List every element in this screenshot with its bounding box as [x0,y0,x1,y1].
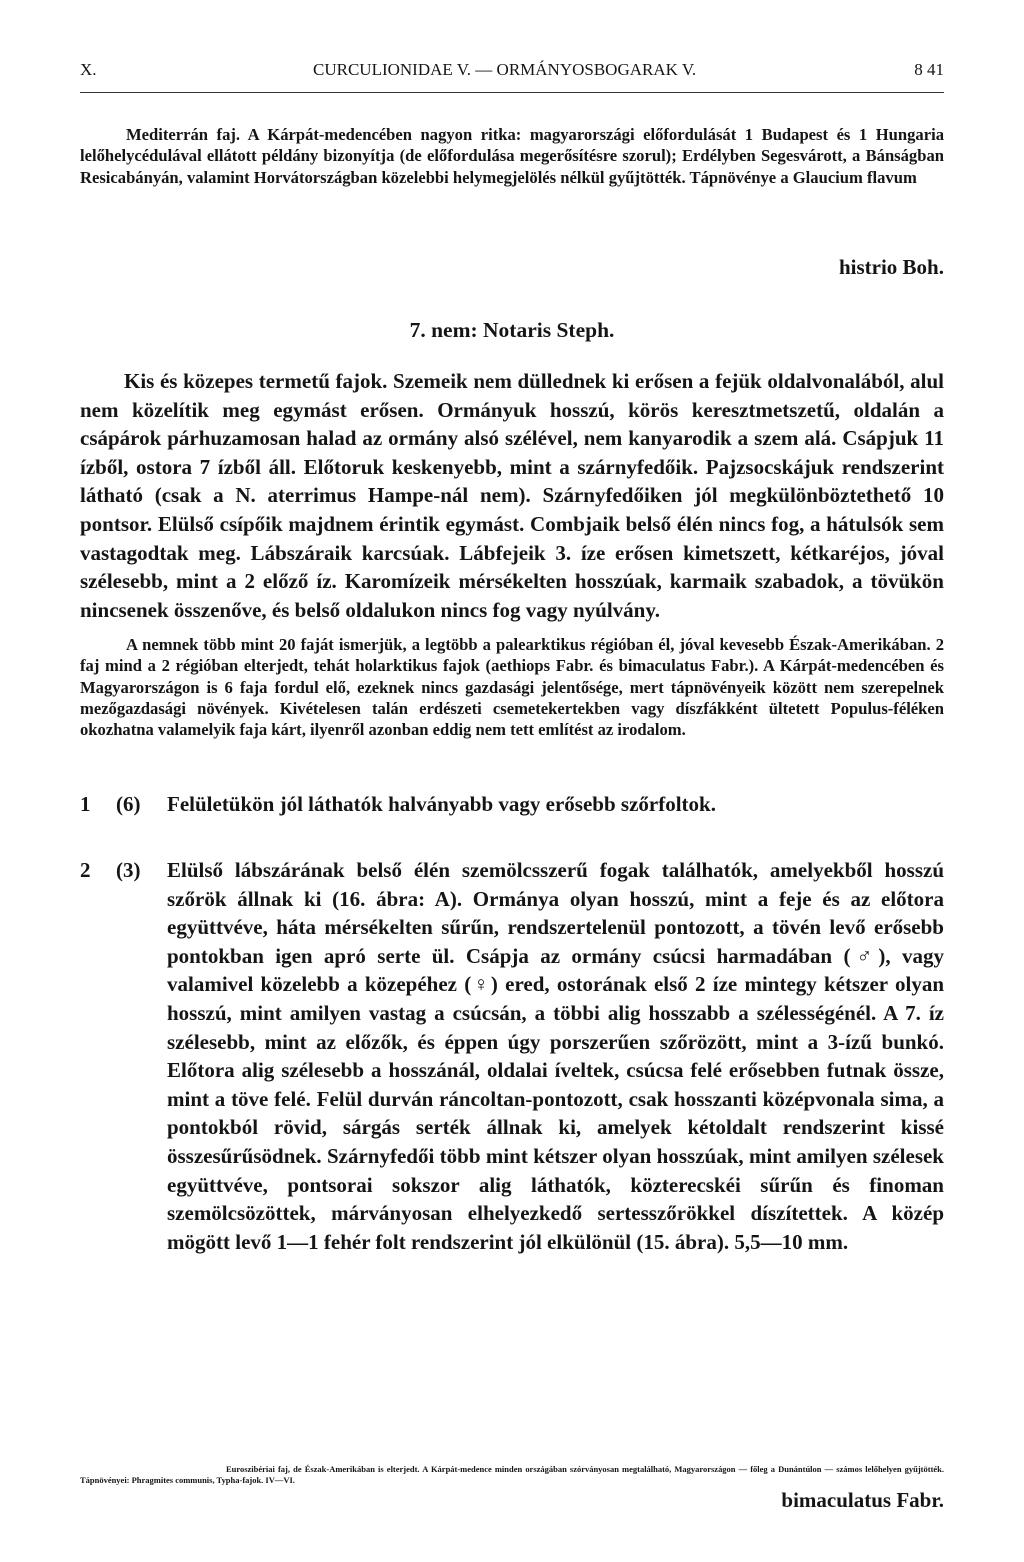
distribution-paragraph: Euroszibériai faj, de Észak-Amerikában is elterjedt. A Kárpát-medence minden országában szórványosan megtalálható, Magyarországon — főleg a Dunántúlon — számos lelőhelyen gyűjtötték. Tápnövényei: Phragmites communis, Typha-fajok. IV—VI. [80,1464,944,1485]
running-title: CURCULIONIDAE V. — ORMÁNYOSBOGARAK V. [313,60,697,79]
key-number: 2 [80,858,91,882]
key-text: Elülső lábszárának belső élén szemölcsszerű fogak találhatók, amelyekből hosszú szőrök állnak ki (16. ábra: A). Ormánya olyan hosszú, mint a feje és az előtora együttvéve, háta mérsékelten sűrűn, rendszertelenül pontozott, a tövén levő erősebb pontokban igen apró serte ül. Csápja az ormány csúcsi harmadában (♂), vagy valamivel közelebb a közepéhez (♀) ered, ostorának első 2 íze mintegy kétszer olyan hosszú, mint amilyen vastag a csúcsán, a többi alig hosszabb a szélességénél. A 7. íz szélesebb, mint az előzők, és éppen úgy porszerűen szőrözött, mint a 3-ízű bunkó. Előtora alig szélesebb a hosszánál, oldalai íveltek, csúcsa felé erősebben futnak össze, mint a töve felé. Felül durván ráncoltan-pontozott, csak hosszanti középvonala sima, a pontokból rövid, sárgás serték állnak ki, amelyek kétoldalt rendszerint kissé összesűrűsödnek. Szárnyfedői több mint kétszer olyan hosszúak, mint amilyen szélesek együttvéve, pontsorai sokszor alig láthatók, közterecskéi sűrűn és finoman szemölcsözöttek, márványosan elhelyezkedő sertesszőrökkel díszítettek. A közép mögött levő 1—1 fehér folt rendszerint jól elkülönül (15. ábra). 5,5—10 mm. [167,858,944,1254]
key-text: Felületükön jól láthatók halványabb vagy erősebb szőrfoltok. [167,792,716,816]
genus-heading: 7. nem: Notaris Steph. [409,318,615,342]
genus-info-paragraph: A nemnek több mint 20 faját ismerjük, a legtöbb a palearktikus régióban él, jóval kevesebb Észak-Amerikában. 2 faj mind a 2 régióban elterjedt, tehát holarktikus fajok (aethiops Fabr. és bimaculatus Fabr.). A Kárpát-medencében és Magyarországon is 6 faja fordul elő, ezeknek nincs gazdasági jelentősége, mert tápnövényeik között nem szerepelnek mezőgazdasági növények. Kivételesen talán erdészeti csemetekertekben vagy díszfákként ültetett Populus-féléken okozhatna valamelyik faja kárt, ilyenről azonban eddig nem tett említést az irodalom. [80,635,944,740]
key-reference: (3) [116,858,141,882]
species-heading-histrio: histrio Boh. [838,255,944,279]
running-header [80,60,944,90]
genus-description: Kis és közepes termetű fajok. Szemeik nem düllednek ki erősen a fejük oldalvonalából, alul nem közelítik meg egymást erősen. Ormányuk hosszú, körös keresztmetszetű, oldalán a csápárok párhuzamosan halad az ormány alsó szélével, nem kanyarodik a szem alá. Csápjuk 11 ízből, ostora 7 ízből áll. Előtoruk keskenyebb, mint a szárnyfedőik. Pajzsocskájuk rendszerint látható (csak a N. aterrimus Hampe-nál nem). Szárnyfedőiken jól megkülönböztethető 10 pontsor. Elülső csípőik majdnem érintik egymást. Combjaik belső élén nincs fog, a hátulsók sem vastagodtak meg. Lábszáraik karcsúak. Lábfejeik 3. íze erősen kimetszett, kétkaréjos, jóval szélesebb, mint a 2 előző íz. Karomízeik mérsékelten hosszúak, karmaik szabadok, a tövükön nincsenek összenőve, és belső oldalukon nincs fog vagy nyúlvány. [80,369,944,622]
species-heading-bimaculatus: bimaculatus Fabr. [781,1488,944,1512]
header-rule [80,92,944,93]
page-number: 8 41 [914,60,944,79]
key-reference: (6) [116,792,141,816]
key-number: 1 [80,792,91,816]
intro-paragraph: Mediterrán faj. A Kárpát-medencében nagyon ritka: magyarországi előfordulását 1 Budapest és 1 Hungaria lelőhelycédulával ellátott példány bizonyítja (de előfordulása megerősítésre szorul); Erdélyben Segesvárott, a Bánságban Resicabányán, valamint Horvátországban közelebbi helymegjelölés nélkül gyűjtötték. Tápnövénye a Glaucium flavum [80,125,944,187]
chapter-number: X. [80,60,97,79]
